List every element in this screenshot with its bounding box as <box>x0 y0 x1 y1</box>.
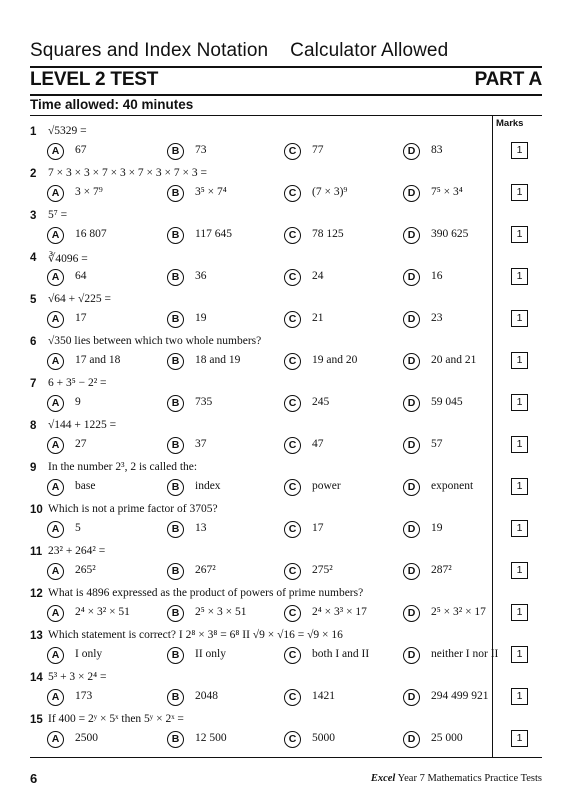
brand-name: Excel <box>370 773 396 784</box>
option-text: 3 × 7⁹ <box>75 186 103 198</box>
table-bottom-rule <box>30 757 542 758</box>
option-letter-circle[interactable]: C <box>284 227 301 244</box>
question-number: 14 <box>30 672 43 684</box>
option-letter-circle[interactable]: D <box>403 731 420 748</box>
option-text: 17 <box>312 522 324 534</box>
question-6 <box>30 336 490 378</box>
option-text: (7 × 3)⁹ <box>312 186 348 198</box>
option-letter-circle[interactable]: D <box>403 395 420 412</box>
question-text: √5329 = <box>48 125 87 137</box>
question-text: 5⁷ = <box>48 209 68 221</box>
question-text: 5³ + 3 × 2⁴ = <box>48 671 107 683</box>
question-number: 7 <box>30 378 37 390</box>
question-14 <box>30 672 490 714</box>
option-letter-circle[interactable]: B <box>167 395 184 412</box>
option-text: 25 000 <box>431 732 463 744</box>
question-text: What is 4896 expressed as the product of powers of prime numbers? <box>48 587 364 599</box>
mark-box: 1 <box>511 646 528 663</box>
option-text: 735 <box>195 396 213 408</box>
question-number: 6 <box>30 336 37 348</box>
option-text: 390 625 <box>431 228 469 240</box>
question-15 <box>30 714 490 756</box>
question-number: 1 <box>30 126 37 138</box>
question-text: ∛4096 = <box>48 253 88 265</box>
option-letter-circle[interactable]: B <box>167 269 184 286</box>
option-letter-circle[interactable]: C <box>284 437 301 454</box>
option-letter-circle[interactable]: B <box>167 605 184 622</box>
mark-box: 1 <box>511 478 528 495</box>
option-letter-circle[interactable]: A <box>47 311 64 328</box>
option-letter-circle[interactable]: A <box>47 689 64 706</box>
option-letter-circle[interactable]: D <box>403 227 420 244</box>
option-text: 21 <box>312 312 324 324</box>
calculator-note: Calculator Allowed <box>290 40 449 61</box>
header-title <box>30 40 448 62</box>
option-text: 83 <box>431 144 443 156</box>
option-text: base <box>75 480 96 492</box>
option-letter-circle[interactable]: B <box>167 563 184 580</box>
option-text: 2⁴ × 3³ × 17 <box>312 606 367 618</box>
time-allowed: Time allowed: 40 minutes <box>30 97 194 112</box>
option-letter-circle[interactable]: D <box>403 269 420 286</box>
question-9 <box>30 462 490 504</box>
option-letter-circle[interactable]: C <box>284 605 301 622</box>
question-number: 2 <box>30 168 37 180</box>
option-letter-circle[interactable]: A <box>47 563 64 580</box>
option-text: 12 500 <box>195 732 227 744</box>
question-text: Which is not a prime factor of 3705? <box>48 503 218 515</box>
option-text: 16 <box>431 270 443 282</box>
option-text: 36 <box>195 270 207 282</box>
option-letter-circle[interactable]: D <box>403 647 420 664</box>
option-letter-circle[interactable]: A <box>47 479 64 496</box>
option-text: 27 <box>75 438 87 450</box>
option-letter-circle[interactable]: C <box>284 689 301 706</box>
option-text: 117 645 <box>195 228 232 240</box>
mark-box: 1 <box>511 730 528 747</box>
option-text: index <box>195 480 221 492</box>
option-text: 23 <box>431 312 443 324</box>
question-text: If 400 = 2ʸ × 5ˣ then 5ʸ × 2ˣ = <box>48 713 184 725</box>
option-text: 78 125 <box>312 228 344 240</box>
option-letter-circle[interactable]: C <box>284 269 301 286</box>
option-text: 64 <box>75 270 87 282</box>
option-letter-circle[interactable]: D <box>403 353 420 370</box>
question-13 <box>30 629 499 672</box>
option-letter-circle[interactable]: C <box>284 731 301 748</box>
option-text: 67 <box>75 144 87 156</box>
option-letter-circle[interactable]: A <box>47 353 64 370</box>
question-2 <box>30 168 490 210</box>
option-text: 9 <box>75 396 81 408</box>
level-rule <box>30 94 542 96</box>
mark-box: 1 <box>511 184 528 201</box>
option-letter-circle[interactable]: B <box>167 227 184 244</box>
option-text: 24 <box>312 270 324 282</box>
question-10 <box>30 504 490 546</box>
question-text: In the number 2³, 2 is called the: <box>48 461 198 473</box>
option-text: 77 <box>312 144 324 156</box>
option-text: 275² <box>312 564 333 576</box>
option-text: 57 <box>431 438 443 450</box>
question-8 <box>30 420 490 462</box>
part-title: PART A <box>474 69 542 90</box>
marks-heading: Marks <box>496 118 524 129</box>
option-text: 2⁴ × 3² × 51 <box>75 606 130 618</box>
option-text: 7⁵ × 3⁴ <box>431 186 463 198</box>
mark-box: 1 <box>511 142 528 159</box>
question-number: 10 <box>30 504 43 516</box>
option-letter-circle[interactable]: D <box>403 479 420 496</box>
question-number: 13 <box>30 630 43 642</box>
option-letter-circle[interactable]: A <box>47 731 64 748</box>
mark-box: 1 <box>511 394 528 411</box>
option-text: 294 499 921 <box>431 690 489 702</box>
option-text: II only <box>195 648 226 660</box>
option-letter-circle[interactable]: D <box>403 521 420 538</box>
option-letter-circle[interactable]: D <box>403 563 420 580</box>
option-text: 5000 <box>312 732 335 744</box>
question-number: 8 <box>30 420 37 432</box>
option-letter-circle[interactable]: B <box>167 479 184 496</box>
question-text: √144 + 1225 = <box>48 419 117 431</box>
topic-title: Squares and Index Notation <box>30 40 269 61</box>
option-text: 19 <box>431 522 443 534</box>
option-letter-circle[interactable]: B <box>167 311 184 328</box>
option-letter-circle[interactable]: C <box>284 395 301 412</box>
option-letter-circle[interactable]: B <box>167 437 184 454</box>
option-letter-circle[interactable]: A <box>47 185 64 202</box>
question-number: 12 <box>30 588 43 600</box>
option-text: 2⁵ × 3² × 17 <box>431 606 486 618</box>
mark-box: 1 <box>511 436 528 453</box>
question-3 <box>30 210 490 252</box>
option-text: 1421 <box>312 690 335 702</box>
mark-box: 1 <box>511 562 528 579</box>
option-text: 265² <box>75 564 96 576</box>
option-text: 59 045 <box>431 396 463 408</box>
question-number: 9 <box>30 462 37 474</box>
option-text: 47 <box>312 438 324 450</box>
question-number: 11 <box>30 546 43 558</box>
option-text: 16 807 <box>75 228 107 240</box>
question-5 <box>30 294 490 336</box>
mark-box: 1 <box>511 268 528 285</box>
option-text: 2⁵ × 3 × 51 <box>195 606 247 618</box>
option-letter-circle[interactable]: C <box>284 521 301 538</box>
option-text: both I and II <box>312 648 370 660</box>
question-number: 4 <box>30 252 37 264</box>
option-letter-circle[interactable]: C <box>284 479 301 496</box>
option-letter-circle[interactable]: C <box>284 563 301 580</box>
option-letter-circle[interactable]: A <box>47 395 64 412</box>
level-title: LEVEL 2 TEST <box>30 69 159 90</box>
question-number: 15 <box>30 714 43 726</box>
option-text: 3⁵ × 7⁴ <box>195 186 227 198</box>
option-text: 18 and 19 <box>195 354 241 366</box>
header-rule <box>30 66 542 68</box>
option-letter-circle[interactable]: A <box>47 605 64 622</box>
question-text: 6 + 3⁵ − 2² = <box>48 377 107 389</box>
option-text: 287² <box>431 564 452 576</box>
question-text: √64 + √225 = <box>48 293 111 305</box>
option-text: 37 <box>195 438 207 450</box>
option-letter-circle[interactable]: C <box>284 311 301 328</box>
option-text: 17 and 18 <box>75 354 121 366</box>
option-text: power <box>312 480 341 492</box>
option-letter-circle[interactable]: C <box>284 647 301 664</box>
option-letter-circle[interactable]: D <box>403 311 420 328</box>
question-number: 3 <box>30 210 37 222</box>
option-letter-circle[interactable]: C <box>284 185 301 202</box>
option-text: 19 and 20 <box>312 354 358 366</box>
option-letter-circle[interactable]: B <box>167 689 184 706</box>
question-number: 5 <box>30 294 37 306</box>
option-letter-circle[interactable]: D <box>403 689 420 706</box>
question-12 <box>30 588 490 630</box>
publication-title: Year 7 Mathematics Practice Tests <box>397 773 542 784</box>
option-text: 2048 <box>195 690 218 702</box>
option-text: I only <box>75 648 103 660</box>
option-letter-circle[interactable]: D <box>403 185 420 202</box>
question-text: Which statement is correct? I 2⁸ × 3⁸ = 6⁸ II √9 × √16 = √9 × 16 <box>48 629 343 641</box>
option-letter-circle[interactable]: B <box>167 647 184 664</box>
option-text: 73 <box>195 144 207 156</box>
option-text: 17 <box>75 312 87 324</box>
option-text: neither I nor II <box>431 648 499 660</box>
question-text: 23² + 264² = <box>48 545 106 557</box>
table-top-rule <box>30 115 542 116</box>
mark-box: 1 <box>511 352 528 369</box>
option-letter-circle[interactable]: B <box>167 521 184 538</box>
option-letter-circle[interactable]: B <box>167 353 184 370</box>
question-7 <box>30 378 490 420</box>
page-number: 6 <box>30 771 38 786</box>
mark-box: 1 <box>511 226 528 243</box>
question-4 <box>30 252 490 294</box>
option-text: 20 and 21 <box>431 354 477 366</box>
option-letter-circle[interactable]: C <box>284 353 301 370</box>
option-text: 173 <box>75 690 93 702</box>
option-letter-circle[interactable]: A <box>47 437 64 454</box>
mark-box: 1 <box>511 688 528 705</box>
question-text: √350 lies between which two whole numbers? <box>48 335 262 347</box>
question-11 <box>30 546 490 588</box>
marks-column-divider <box>492 115 493 757</box>
option-letter-circle[interactable]: D <box>403 437 420 454</box>
option-letter-circle[interactable]: A <box>47 227 64 244</box>
mark-box: 1 <box>511 310 528 327</box>
option-text: 5 <box>75 522 81 534</box>
option-text: 245 <box>312 396 330 408</box>
question-text: 7 × 3 × 3 × 7 × 3 × 7 × 3 × 7 × 3 = <box>48 167 207 179</box>
option-letter-circle[interactable]: A <box>47 269 64 286</box>
mark-box: 1 <box>511 520 528 537</box>
option-letter-circle[interactable]: D <box>403 143 420 160</box>
option-text: 13 <box>195 522 207 534</box>
option-letter-circle[interactable]: D <box>403 605 420 622</box>
publication-credit <box>371 773 542 784</box>
mark-box: 1 <box>511 604 528 621</box>
option-letter-circle[interactable]: A <box>47 647 64 664</box>
option-text: exponent <box>431 480 474 492</box>
option-letter-circle[interactable]: A <box>47 143 64 160</box>
option-letter-circle[interactable]: C <box>284 143 301 160</box>
option-letter-circle[interactable]: B <box>167 185 184 202</box>
option-text: 2500 <box>75 732 98 744</box>
option-letter-circle[interactable]: A <box>47 521 64 538</box>
option-letter-circle[interactable]: B <box>167 143 184 160</box>
question-1 <box>30 126 490 168</box>
option-text: 267² <box>195 564 216 576</box>
option-letter-circle[interactable]: B <box>167 731 184 748</box>
option-text: 19 <box>195 312 207 324</box>
